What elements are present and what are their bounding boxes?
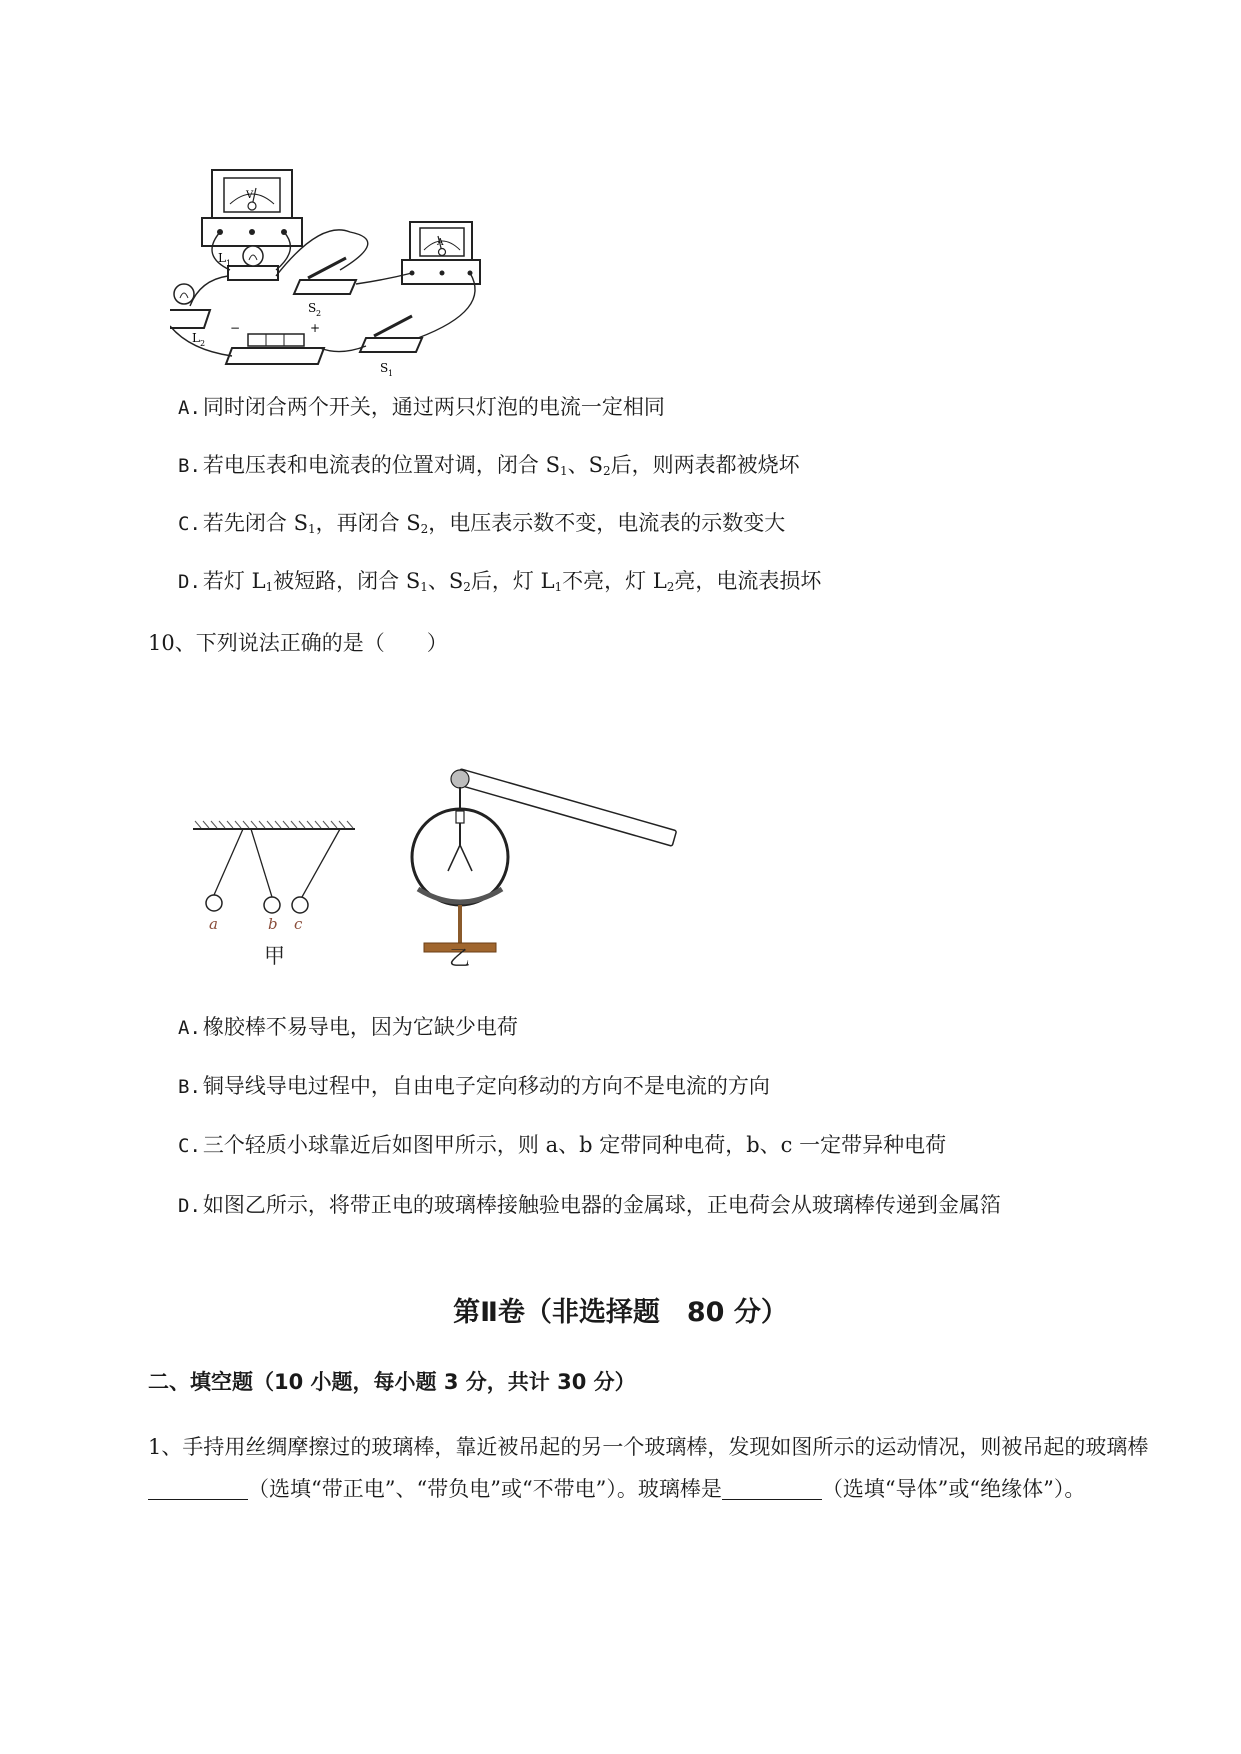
option-text: 亮，电流表损坏 [674, 569, 822, 593]
subscript: 1 [559, 464, 568, 478]
ball-c [292, 897, 308, 913]
fill-question-1 [148, 1426, 1158, 1510]
ball-b-label: b [268, 915, 278, 933]
option-text: ，再闭合 S [315, 511, 421, 535]
circuit-diagram [170, 160, 500, 405]
s2-sub: 2 [316, 309, 322, 318]
l2-sub: 2 [200, 339, 206, 348]
question-text: 1、手持用丝绸摩擦过的玻璃棒，靠近被吊起的另一个玻璃棒，发现如图所示的运动情况，则被吊起的玻璃棒 [148, 1435, 1149, 1459]
option-text: 被短路，闭合 S [273, 569, 421, 593]
subscript: 1 [420, 580, 428, 594]
ball-a-label: a [209, 915, 218, 933]
q10-option-d[interactable] [178, 1190, 1001, 1221]
ball-c-label: c [294, 915, 303, 933]
metal-ball [451, 770, 469, 788]
switch-s2 [294, 258, 356, 318]
option-letter: A. [178, 397, 201, 419]
option-letter: D. [178, 571, 201, 593]
q9-option-d[interactable] [178, 566, 821, 602]
option-letter: B. [178, 1076, 201, 1098]
option-text: 后，则两表都被烧坏 [610, 453, 800, 477]
battery-plus: + [310, 321, 321, 335]
figure-yi-electroscope [410, 765, 685, 975]
q10-option-c[interactable] [178, 1130, 946, 1161]
battery-minus: − [230, 321, 241, 335]
bulb-l1 [218, 246, 278, 280]
l2-label: L [192, 331, 200, 345]
q9-option-a[interactable] [178, 392, 665, 423]
option-text: ，电压表示数不变，电流表的示数变大 [428, 511, 786, 535]
l1-label: L [218, 251, 226, 265]
option-letter: C. [178, 513, 201, 535]
q9-option-b[interactable] [178, 450, 800, 486]
q10-stem: 10、下列说法正确的是（ ） [148, 631, 448, 655]
switch-s1 [360, 316, 422, 378]
option-text: 橡胶棒不易导电，因为它缺少电荷 [202, 1015, 518, 1039]
option-text: 若电压表和电流表的位置对调，闭合 S [202, 453, 560, 477]
subscript: 1 [265, 580, 274, 594]
s2-label: S [308, 301, 317, 315]
ball-b [264, 897, 280, 913]
question-text: （选填“带正电”、“带负电”或“不带电”）。玻璃棒是 [248, 1477, 722, 1501]
option-text: 铜导线导电过程中，自由电子定向移动的方向不是电流的方向 [202, 1074, 770, 1098]
voltmeter [202, 170, 302, 246]
option-letter: C. [178, 1135, 201, 1157]
option-text: 如图乙所示，将带正电的玻璃棒接触验电器的金属球，正电荷会从玻璃棒传递到金属箔 [202, 1193, 1001, 1217]
figure-jia-label: 甲 [264, 944, 285, 968]
subscript: 2 [463, 580, 471, 594]
option-letter: A. [178, 1017, 201, 1039]
option-text: 、S [427, 569, 464, 593]
figure-yi-label: 乙 [449, 946, 470, 970]
question-text: （选填“导体”或“绝缘体”）。 [821, 1477, 1086, 1501]
voltmeter-letter: V [246, 190, 254, 201]
s1-label: S [380, 361, 389, 375]
ammeter-letter: A [437, 238, 444, 248]
option-text: 不亮，灯 L [562, 569, 667, 593]
section-subtitle: 二、填空题（10 小题，每小题 3 分，共计 30 分） [148, 1370, 636, 1394]
answer-blank-1[interactable] [148, 1477, 248, 1500]
q10-option-a[interactable] [178, 1012, 518, 1043]
option-text: 、S [567, 453, 603, 477]
s1-sub: 1 [388, 369, 394, 378]
subscript: 2 [420, 522, 429, 536]
ammeter [402, 222, 480, 284]
answer-blank-2[interactable] [722, 1477, 822, 1500]
subscript: 2 [666, 580, 675, 594]
option-text: 同时闭合两个开关，通过两只灯泡的电流一定相同 [202, 395, 665, 419]
subscript: 2 [602, 464, 611, 478]
subscript: 1 [307, 522, 316, 536]
bulb-l2 [170, 284, 210, 348]
option-text: 后，灯 L [470, 569, 555, 593]
option-text: 若灯 L [202, 569, 266, 593]
option-letter: B. [178, 455, 201, 477]
l1-sub: 1 [226, 259, 232, 268]
figure-jia-pendulums [185, 815, 365, 975]
q10-option-b[interactable] [178, 1071, 770, 1102]
q9-option-c[interactable] [178, 508, 785, 544]
option-letter: D. [178, 1195, 201, 1217]
section-title: 第Ⅱ卷（非选择题 80 分） [453, 1297, 788, 1328]
option-text: 若先闭合 S [202, 511, 308, 535]
subscript: 1 [554, 580, 563, 594]
ball-a [206, 895, 222, 911]
battery [226, 321, 324, 364]
option-text: 三个轻质小球靠近后如图甲所示，则 a、b 定带同种电荷，b、c 一定带异种电荷 [202, 1133, 947, 1157]
